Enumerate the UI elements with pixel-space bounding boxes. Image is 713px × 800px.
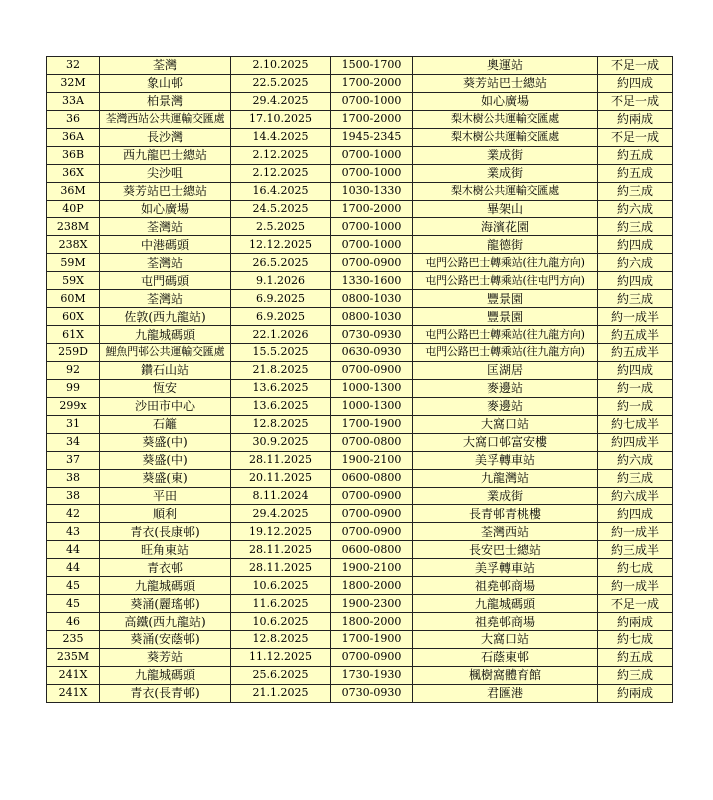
destination-cell: 屯門公路巴士轉乘站(往九龍方向): [413, 254, 598, 272]
route-number-cell: 36M: [47, 182, 100, 200]
date-cell: 14.4.2025: [231, 128, 331, 146]
load-cell: 約四成: [598, 505, 673, 523]
destination-cell: 屯門公路巴士轉乘站(往屯門方向): [413, 272, 598, 290]
time-cell: 1900-2100: [331, 559, 413, 577]
route-number-cell: 42: [47, 505, 100, 523]
route-number-cell: 46: [47, 613, 100, 631]
origin-cell: 柏景灣: [100, 92, 231, 110]
table-row: [47, 648, 673, 666]
route-number-cell: 299x: [47, 397, 100, 415]
destination-cell: 屯門公路巴士轉乘站(往九龍方向): [413, 344, 598, 362]
time-cell: 0700-0900: [331, 523, 413, 541]
route-number-cell: 59M: [47, 254, 100, 272]
destination-cell: 美孚轉車站: [413, 451, 598, 469]
time-cell: 1945-2345: [331, 128, 413, 146]
load-cell: 約六成: [598, 200, 673, 218]
time-cell: 0700-0900: [331, 505, 413, 523]
load-cell: 約四成: [598, 361, 673, 379]
date-cell: 11.12.2025: [231, 648, 331, 666]
table-row: [47, 577, 673, 595]
route-number-cell: 37: [47, 451, 100, 469]
table-row: [47, 290, 673, 308]
load-cell: 約三成半: [598, 541, 673, 559]
load-cell: 約七成半: [598, 415, 673, 433]
load-cell: 約四成: [598, 74, 673, 92]
destination-cell: 海濱花園: [413, 218, 598, 236]
origin-cell: 屯門碼頭: [100, 272, 231, 290]
table-row: [47, 595, 673, 613]
time-cell: 0800-1030: [331, 308, 413, 326]
table-row: [47, 182, 673, 200]
load-cell: 約四成: [598, 272, 673, 290]
table-row: [47, 92, 673, 110]
route-number-cell: 241X: [47, 666, 100, 684]
origin-cell: 西九龍巴士總站: [100, 146, 231, 164]
table-row: [47, 541, 673, 559]
route-number-cell: 241X: [47, 684, 100, 702]
origin-cell: 順利: [100, 505, 231, 523]
time-cell: 0600-0800: [331, 541, 413, 559]
origin-cell: 中港碼頭: [100, 236, 231, 254]
load-cell: 約一成半: [598, 577, 673, 595]
route-number-cell: 33A: [47, 92, 100, 110]
route-number-cell: 92: [47, 361, 100, 379]
table-row: [47, 361, 673, 379]
time-cell: 1700-2000: [331, 200, 413, 218]
destination-cell: 石蔭東邨: [413, 648, 598, 666]
load-cell: 不足一成: [598, 92, 673, 110]
time-cell: 1700-2000: [331, 110, 413, 128]
table-row: [47, 164, 673, 182]
table-row: [47, 433, 673, 451]
origin-cell: 九龍城碼頭: [100, 666, 231, 684]
time-cell: 1800-2000: [331, 577, 413, 595]
time-cell: 0700-0800: [331, 433, 413, 451]
date-cell: 21.8.2025: [231, 361, 331, 379]
table-row: [47, 505, 673, 523]
time-cell: 1730-1930: [331, 666, 413, 684]
destination-cell: 豐景園: [413, 308, 598, 326]
destination-cell: 業成街: [413, 487, 598, 505]
table-row: [47, 326, 673, 344]
load-cell: 約一成: [598, 379, 673, 397]
origin-cell: 長沙灣: [100, 128, 231, 146]
origin-cell: 葵芳站: [100, 648, 231, 666]
destination-cell: 長青邨青桃樓: [413, 505, 598, 523]
table-row: [47, 308, 673, 326]
load-cell: 約七成: [598, 559, 673, 577]
load-cell: 約五成半: [598, 326, 673, 344]
load-cell: 約六成半: [598, 487, 673, 505]
date-cell: 6.9.2025: [231, 308, 331, 326]
date-cell: 12.8.2025: [231, 631, 331, 649]
date-cell: 2.12.2025: [231, 146, 331, 164]
origin-cell: 九龍城碼頭: [100, 577, 231, 595]
date-cell: 10.6.2025: [231, 577, 331, 595]
origin-cell: 沙田市中心: [100, 397, 231, 415]
load-cell: 不足一成: [598, 128, 673, 146]
destination-cell: 九龍灣站: [413, 469, 598, 487]
destination-cell: 屯門公路巴士轉乘站(往九龍方向): [413, 326, 598, 344]
date-cell: 6.9.2025: [231, 290, 331, 308]
time-cell: 0730-0930: [331, 326, 413, 344]
destination-cell: 梨木樹公共運輸交匯處: [413, 128, 598, 146]
origin-cell: 鑽石山站: [100, 361, 231, 379]
time-cell: 0700-1000: [331, 236, 413, 254]
origin-cell: 荃灣站: [100, 254, 231, 272]
time-cell: 0700-1000: [331, 146, 413, 164]
route-number-cell: 36: [47, 110, 100, 128]
date-cell: 15.5.2025: [231, 344, 331, 362]
destination-cell: 麥邊站: [413, 397, 598, 415]
date-cell: 12.8.2025: [231, 415, 331, 433]
destination-cell: 業成街: [413, 164, 598, 182]
table-row: [47, 613, 673, 631]
load-cell: 約三成: [598, 182, 673, 200]
destination-cell: 畢架山: [413, 200, 598, 218]
table-row: [47, 110, 673, 128]
route-number-cell: 61X: [47, 326, 100, 344]
table-row: [47, 128, 673, 146]
destination-cell: 葵芳站巴士總站: [413, 74, 598, 92]
load-cell: 約兩成: [598, 684, 673, 702]
route-number-cell: 38: [47, 469, 100, 487]
destination-cell: 豐景園: [413, 290, 598, 308]
origin-cell: 佐敦(西九龍站): [100, 308, 231, 326]
table-row: [47, 666, 673, 684]
date-cell: 16.4.2025: [231, 182, 331, 200]
origin-cell: 平田: [100, 487, 231, 505]
time-cell: 1700-2000: [331, 74, 413, 92]
load-cell: 約五成: [598, 648, 673, 666]
load-cell: 約七成: [598, 631, 673, 649]
table-row: [47, 146, 673, 164]
route-number-cell: 60X: [47, 308, 100, 326]
table-row: [47, 469, 673, 487]
time-cell: 0630-0930: [331, 344, 413, 362]
date-cell: 22.1.2026: [231, 326, 331, 344]
route-number-cell: 31: [47, 415, 100, 433]
load-cell: 約一成半: [598, 308, 673, 326]
origin-cell: 尖沙咀: [100, 164, 231, 182]
date-cell: 2.10.2025: [231, 57, 331, 75]
origin-cell: 高鐵(西九龍站): [100, 613, 231, 631]
table-row: [47, 397, 673, 415]
origin-cell: 青衣邨: [100, 559, 231, 577]
load-cell: 約四成半: [598, 433, 673, 451]
origin-cell: 鯉魚門邨公共運輸交匯處: [100, 344, 231, 362]
time-cell: 0800-1030: [331, 290, 413, 308]
origin-cell: 青衣(長青邨): [100, 684, 231, 702]
route-number-cell: 40P: [47, 200, 100, 218]
date-cell: 25.6.2025: [231, 666, 331, 684]
time-cell: 0700-0900: [331, 361, 413, 379]
route-number-cell: 238X: [47, 236, 100, 254]
origin-cell: 葵盛(中): [100, 451, 231, 469]
destination-cell: 大窩口站: [413, 631, 598, 649]
time-cell: 1330-1600: [331, 272, 413, 290]
load-cell: 約五成: [598, 164, 673, 182]
load-cell: 不足一成: [598, 595, 673, 613]
route-number-cell: 44: [47, 559, 100, 577]
date-cell: 13.6.2025: [231, 379, 331, 397]
origin-cell: 荃灣站: [100, 290, 231, 308]
destination-cell: 梨木樹公共運輸交匯處: [413, 110, 598, 128]
destination-cell: 楓樹窩體育館: [413, 666, 598, 684]
origin-cell: 荃灣: [100, 57, 231, 75]
destination-cell: 大窩口邨富安樓: [413, 433, 598, 451]
date-cell: 11.6.2025: [231, 595, 331, 613]
date-cell: 20.11.2025: [231, 469, 331, 487]
time-cell: 1700-1900: [331, 415, 413, 433]
date-cell: 12.12.2025: [231, 236, 331, 254]
origin-cell: 如心廣場: [100, 200, 231, 218]
route-number-cell: 238M: [47, 218, 100, 236]
time-cell: 1900-2100: [331, 451, 413, 469]
origin-cell: 葵涌(麗瑤邨): [100, 595, 231, 613]
time-cell: 0700-0900: [331, 487, 413, 505]
destination-cell: 九龍城碼頭: [413, 595, 598, 613]
origin-cell: 青衣(長康邨): [100, 523, 231, 541]
destination-cell: 如心廣場: [413, 92, 598, 110]
table-row: [47, 684, 673, 702]
table-body: [47, 57, 673, 703]
table-row: [47, 200, 673, 218]
origin-cell: 石籬: [100, 415, 231, 433]
time-cell: 0700-1000: [331, 92, 413, 110]
table-row: [47, 218, 673, 236]
destination-cell: 麥邊站: [413, 379, 598, 397]
table-row: [47, 57, 673, 75]
destination-cell: 美孚轉車站: [413, 559, 598, 577]
bus-route-table: [46, 56, 673, 703]
destination-cell: 奧運站: [413, 57, 598, 75]
destination-cell: 業成街: [413, 146, 598, 164]
route-number-cell: 36X: [47, 164, 100, 182]
route-number-cell: 45: [47, 577, 100, 595]
date-cell: 2.12.2025: [231, 164, 331, 182]
date-cell: 29.4.2025: [231, 92, 331, 110]
route-number-cell: 45: [47, 595, 100, 613]
table-row: [47, 559, 673, 577]
date-cell: 8.11.2024: [231, 487, 331, 505]
route-number-cell: 60M: [47, 290, 100, 308]
table-row: [47, 451, 673, 469]
time-cell: 0700-0900: [331, 648, 413, 666]
time-cell: 1900-2300: [331, 595, 413, 613]
route-number-cell: 34: [47, 433, 100, 451]
load-cell: 不足一成: [598, 57, 673, 75]
table-row: [47, 379, 673, 397]
date-cell: 17.10.2025: [231, 110, 331, 128]
date-cell: 19.12.2025: [231, 523, 331, 541]
time-cell: 1500-1700: [331, 57, 413, 75]
origin-cell: 葵盛(東): [100, 469, 231, 487]
origin-cell: 葵盛(中): [100, 433, 231, 451]
table-row: [47, 74, 673, 92]
route-number-cell: 59X: [47, 272, 100, 290]
time-cell: 1030-1330: [331, 182, 413, 200]
table-row: [47, 344, 673, 362]
time-cell: 0700-1000: [331, 218, 413, 236]
load-cell: 約六成: [598, 254, 673, 272]
table-row: [47, 631, 673, 649]
time-cell: 0600-0800: [331, 469, 413, 487]
load-cell: 約六成: [598, 451, 673, 469]
route-number-cell: 44: [47, 541, 100, 559]
table-row: [47, 254, 673, 272]
destination-cell: 龍德街: [413, 236, 598, 254]
table-row: [47, 236, 673, 254]
date-cell: 24.5.2025: [231, 200, 331, 218]
time-cell: 1000-1300: [331, 397, 413, 415]
time-cell: 1800-2000: [331, 613, 413, 631]
date-cell: 2.5.2025: [231, 218, 331, 236]
origin-cell: 旺角東站: [100, 541, 231, 559]
load-cell: 約三成: [598, 666, 673, 684]
table-row: [47, 523, 673, 541]
origin-cell: 恆安: [100, 379, 231, 397]
route-number-cell: 38: [47, 487, 100, 505]
load-cell: 約五成半: [598, 344, 673, 362]
route-number-cell: 36B: [47, 146, 100, 164]
route-number-cell: 43: [47, 523, 100, 541]
destination-cell: 祖堯邨商場: [413, 577, 598, 595]
route-number-cell: 32: [47, 57, 100, 75]
origin-cell: 荃灣站: [100, 218, 231, 236]
load-cell: 約四成: [598, 236, 673, 254]
date-cell: 9.1.2026: [231, 272, 331, 290]
origin-cell: 象山邨: [100, 74, 231, 92]
table-row: [47, 272, 673, 290]
route-number-cell: 36A: [47, 128, 100, 146]
table-row: [47, 487, 673, 505]
origin-cell: 葵芳站巴士總站: [100, 182, 231, 200]
date-cell: 13.6.2025: [231, 397, 331, 415]
date-cell: 22.5.2025: [231, 74, 331, 92]
load-cell: 約三成: [598, 218, 673, 236]
load-cell: 約一成半: [598, 523, 673, 541]
time-cell: 0700-0900: [331, 254, 413, 272]
load-cell: 約一成: [598, 397, 673, 415]
origin-cell: 荃灣西站公共運輸交匯處: [100, 110, 231, 128]
table-row: [47, 415, 673, 433]
origin-cell: 九龍城碼頭: [100, 326, 231, 344]
date-cell: 28.11.2025: [231, 451, 331, 469]
time-cell: 1000-1300: [331, 379, 413, 397]
date-cell: 10.6.2025: [231, 613, 331, 631]
date-cell: 26.5.2025: [231, 254, 331, 272]
time-cell: 0730-0930: [331, 684, 413, 702]
route-number-cell: 235M: [47, 648, 100, 666]
route-number-cell: 259D: [47, 344, 100, 362]
date-cell: 29.4.2025: [231, 505, 331, 523]
origin-cell: 葵涌(安蔭邨): [100, 631, 231, 649]
destination-cell: 荃灣西站: [413, 523, 598, 541]
date-cell: 30.9.2025: [231, 433, 331, 451]
date-cell: 21.1.2025: [231, 684, 331, 702]
load-cell: 約兩成: [598, 613, 673, 631]
destination-cell: 大窩口站: [413, 415, 598, 433]
load-cell: 約三成: [598, 469, 673, 487]
destination-cell: 匡湖居: [413, 361, 598, 379]
time-cell: 0700-1000: [331, 164, 413, 182]
destination-cell: 君匯港: [413, 684, 598, 702]
route-number-cell: 235: [47, 631, 100, 649]
time-cell: 1700-1900: [331, 631, 413, 649]
destination-cell: 祖堯邨商場: [413, 613, 598, 631]
date-cell: 28.11.2025: [231, 559, 331, 577]
route-number-cell: 99: [47, 379, 100, 397]
destination-cell: 長安巴士總站: [413, 541, 598, 559]
load-cell: 約五成: [598, 146, 673, 164]
route-number-cell: 32M: [47, 74, 100, 92]
destination-cell: 梨木樹公共運輸交匯處: [413, 182, 598, 200]
date-cell: 28.11.2025: [231, 541, 331, 559]
load-cell: 約兩成: [598, 110, 673, 128]
load-cell: 約三成: [598, 290, 673, 308]
